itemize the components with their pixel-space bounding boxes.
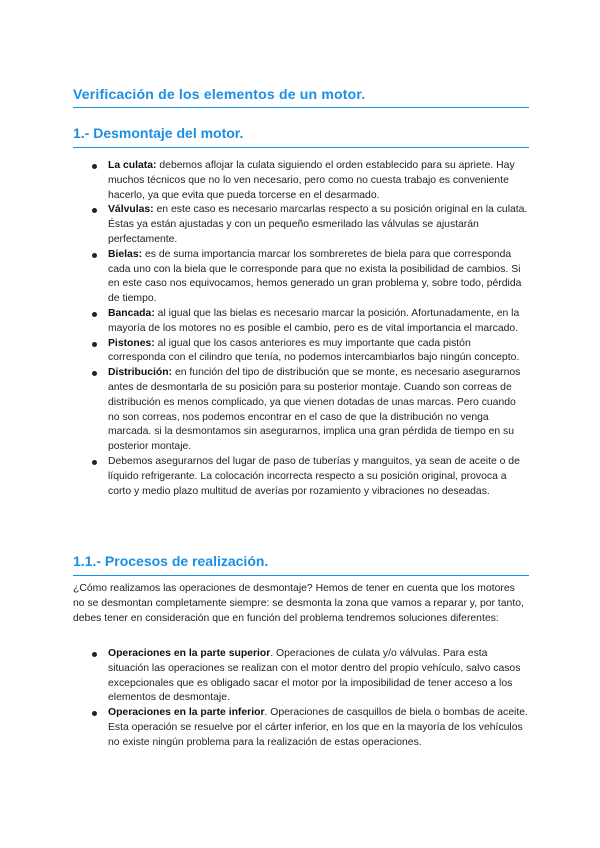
list-item [90, 203, 528, 247]
list-item-text: . Operaciones de casquillos de biela o bombas de aceite. Esta operación se resuelve por el cárter inferior, en los que en la mayoría de los vehículos no existe ningún problema para la realización de estas operaciones. [108, 707, 528, 748]
list-item [90, 366, 528, 455]
list-item-text: al igual que las bielas es necesario marcar la posición. Afortunadamente, en la mayoría de los motores no es posible el cambio, pero es de vital importancia el marcado. [108, 307, 520, 334]
list-item-term: La culata: [108, 160, 157, 171]
intro-paragraph: ¿Cómo realizamos las operaciones de desmontaje? Hemos de tener en cuenta que los motores no se desmontan completamente siempre: se desmonta la zona que vamos a reparar y, por tanto, debes tener en consideración que en función del problema tendremos soluciones diferentes: [73, 583, 524, 624]
list-item [90, 307, 528, 337]
list-item [90, 248, 528, 307]
list-item-term: Operaciones en la parte superior [108, 648, 271, 659]
list-item [90, 647, 528, 706]
list-item-term: Bielas: [108, 248, 143, 260]
list-item-text: Debemos asegurarnos del lugar de paso de tuberías y manguitos, ya sean de aceite o de líquido refrigerante. La colocación incorrecta respecto a su posición original, provoca a corto y medio plazo multitud de averías por rozamiento y vibraciones no deseadas. [108, 455, 520, 497]
list-item-term: Operaciones en la parte inferior [108, 707, 265, 719]
list-item-text: en función del tipo de distribución que se monte, es necesario asegurarnos antes de desmontarla de su posición para su posterior montaje. Cuando son correas de distribución es menos complicado, ya que vienen dotadas de unas marcas. Pero cuando no son correas, nos podemos encontrar en el caso de que la distribución no venga marcada. si la desmontamos sin asegurarnos, implica una gran pérdida de tiempo en su posterior montaje. [108, 367, 521, 453]
list-item-term: Válvulas: [108, 204, 154, 216]
list-item-text: es de suma importancia marcar los sombreretes de biela para que corresponda cada uno con la biela que le corresponde para que no exista la posibilidad de cambios. Si en este caso nos equivocamos, hemos generado un gran problema y, sobre todo, pérdida de tiempo. [108, 248, 522, 305]
section-heading-desmontaje: 1.- Desmontaje del motor. [73, 125, 529, 148]
page-title: Verificación de los elementos de un motor. [73, 86, 529, 108]
list-item-text: en este caso es necesario marcarlas respecto a su posición original en la culata. Éstas ya están ajustadas y con un pequeño esmerilado las válvulas se ajustarán perfectamente. [108, 204, 528, 245]
list-item-term: Bancada: [108, 307, 155, 319]
list-item-term: Pistones: [108, 337, 155, 349]
list-item [90, 455, 528, 499]
procesos-list [90, 647, 528, 751]
list-item [90, 159, 528, 203]
list-item-text: debemos aflojar la culata siguiendo el orden establecido para su apriete. Hay muchos técnicos que no lo ven necesario, pero como no cuesta trabajo es conveniente hacerlo, ya que evita que pueda torcerse en el desarmado. [108, 160, 515, 201]
list-item-term: Distribución: [108, 367, 173, 379]
list-item-text: . Operaciones de culata y/o válvulas. Para esta situación las operaciones se realizan con el motor dentro del propio vehículo, salvo casos excepcionales que es obligado sacar el motor por la imposibilidad de tener acceso a los elementos de desmontaje. [108, 648, 521, 704]
section-heading-procesos: 1.1.- Procesos de realización. [73, 553, 529, 576]
list-item [90, 337, 528, 367]
desmontaje-list [90, 159, 528, 499]
list-item-text: al igual que los casos anteriores es muy importante que cada pistón corresponda con el cilindro que tenía, no podemos intercambiarlos bajo ningún concepto. [108, 337, 520, 364]
list-item [90, 706, 528, 750]
